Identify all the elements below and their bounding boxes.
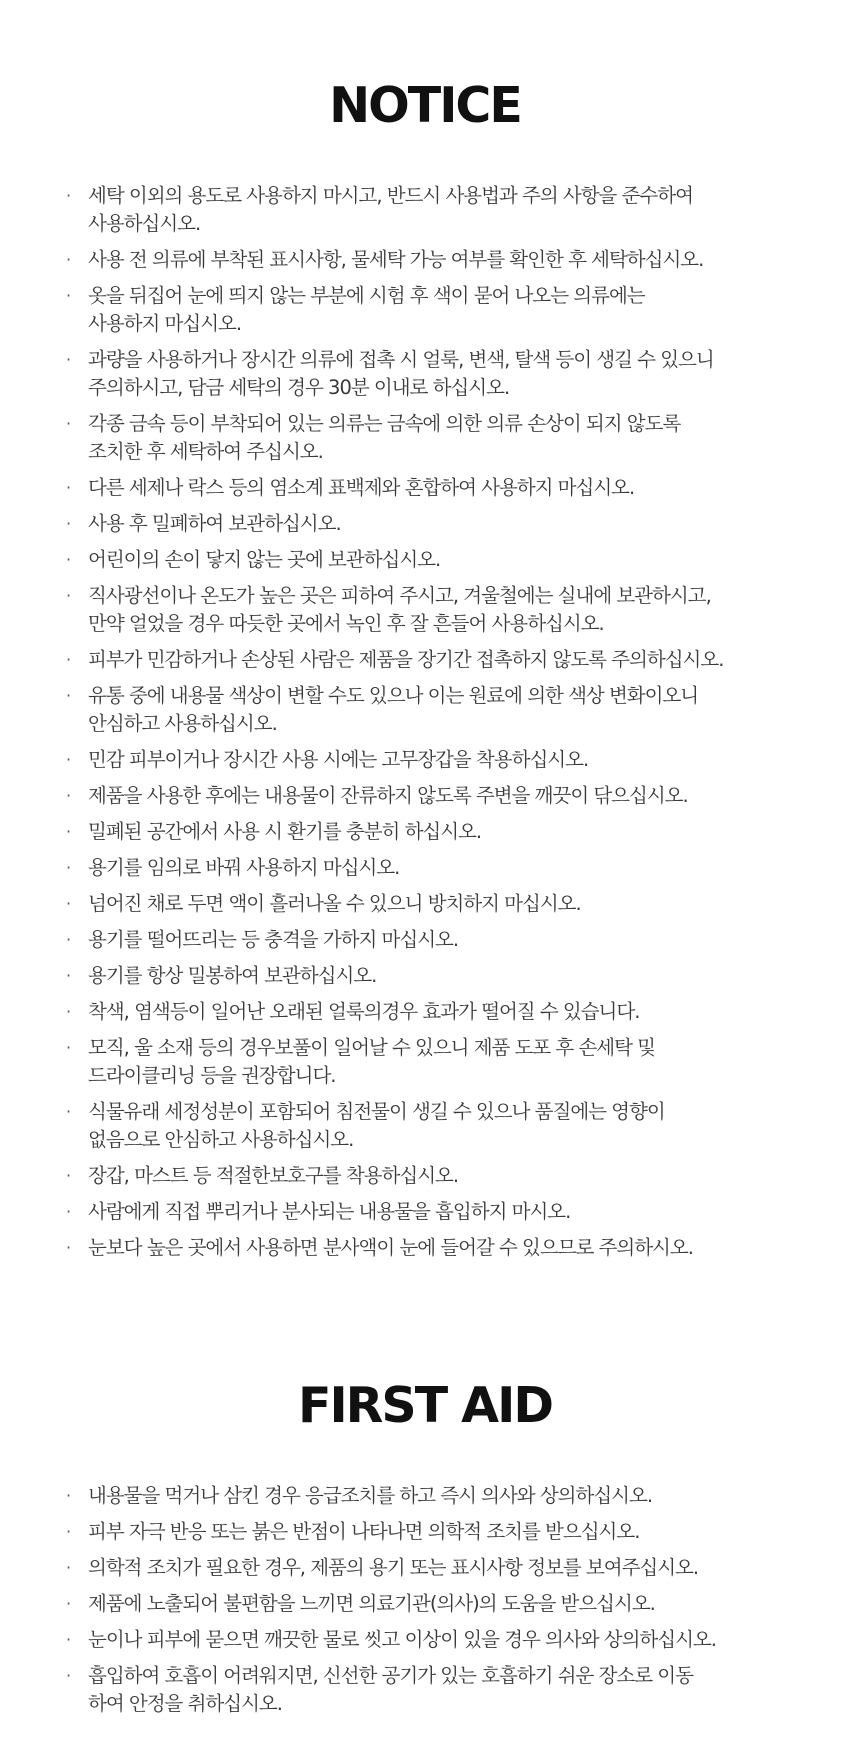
list-item-text: 세탁 이외의 용도로 사용하지 마시고, 반드시 사용법과 주의 사항을 준수하여 사용하십시오. [88,184,693,235]
notice-section [0,77,850,1259]
list-item [66,854,806,882]
bullet-icon: · [66,1202,71,1221]
bullet-icon: · [66,966,71,985]
list-item-text: 넘어진 채로 두면 액이 흘러나올 수 있으니 방치하지 마십시오. [88,892,581,915]
list-item [66,682,806,738]
bullet-icon: · [66,186,71,205]
list-item [66,782,806,810]
notice-list [66,182,806,1270]
list-item [66,582,806,638]
list-item [66,282,806,338]
list-item [66,1590,806,1618]
bullet-icon: · [66,1666,71,1685]
bullet-icon: · [66,586,71,605]
list-item [66,926,806,954]
list-item-text: 내용물을 먹거나 삼킨 경우 응급조치를 하고 즉시 의사와 상의하십시오. [88,1484,653,1507]
list-item [66,962,806,990]
list-item [66,646,806,674]
bullet-icon: · [66,930,71,949]
list-item-text: 장갑, 마스트 등 적절한보호구를 착용하십시오. [88,1164,459,1187]
list-item-text: 사용 후 밀폐하여 보관하십시오. [88,512,341,535]
list-item [66,410,806,466]
bullet-icon: · [66,894,71,913]
notice-heading: NOTICE [329,77,521,134]
list-item [66,1662,806,1718]
list-item [66,474,806,502]
first-aid-list [66,1482,806,1726]
list-item [66,546,806,574]
list-item-text: 용기를 임의로 바꿔 사용하지 마십시오. [88,856,400,879]
list-item-text: 흡입하여 호흡이 어려워지면, 신선한 공기가 있는 호흡하기 쉬운 장소로 이동 하여 안정을 취하십시오. [88,1664,693,1715]
bullet-icon: · [66,1486,71,1505]
list-item [66,818,806,846]
list-item-text: 다른 세제나 락스 등의 염소계 표백제와 혼합하여 사용하지 마십시오. [88,476,635,499]
list-item-text: 피부 자극 반응 또는 붉은 반점이 나타나면 의학적 조치를 받으십시오. [88,1520,640,1543]
list-item-text: 제품에 노출되어 불편함을 느끼면 의료기관(의사)의 도움을 받으십시오. [88,1592,655,1615]
bullet-icon: · [66,514,71,533]
bullet-icon: · [66,650,71,669]
bullet-icon: · [66,858,71,877]
list-item-text: 의학적 조치가 필요한 경우, 제품의 용기 또는 표시사항 정보를 보여주십시오. [88,1556,699,1579]
list-item-text: 사용 전 의류에 부착된 표시사항, 물세탁 가능 여부를 확인한 후 세탁하십시오. [88,248,704,271]
list-item-text: 용기를 항상 밀봉하여 보관하십시오. [88,964,377,987]
list-item-text: 어린이의 손이 닿지 않는 곳에 보관하십시오. [88,548,441,571]
bullet-icon: · [66,1238,71,1257]
bullet-icon: · [66,750,71,769]
list-item [66,1554,806,1582]
list-item-text: 모직, 울 소재 등의 경우보풀이 일어날 수 있으니 제품 도포 후 손세탁 및 드라이클리닝 등을 권장합니다. [88,1036,656,1087]
list-item [66,746,806,774]
list-item-text: 직사광선이나 온도가 높은 곳은 피하여 주시고, 겨울철에는 실내에 보관하시고, 만약 얼었을 경우 따듯한 곳에서 녹인 후 잘 흔들어 사용하십시오. [88,584,711,635]
bullet-icon: · [66,1166,71,1185]
bullet-icon: · [66,1630,71,1649]
list-item [66,998,806,1026]
list-item [66,1626,806,1654]
list-item-text: 제품을 사용한 후에는 내용물이 잔류하지 않도록 주변을 깨끗이 닦으십시오. [88,784,688,807]
list-item [66,182,806,238]
bullet-icon: · [66,1522,71,1541]
bullet-icon: · [66,1038,71,1057]
bullet-icon: · [66,250,71,269]
bullet-icon: · [66,1558,71,1577]
list-item-text: 유통 중에 내용물 색상이 변할 수도 있으나 이는 원료에 의한 색상 변화이오니 안심하고 사용하십시오. [88,684,699,735]
first-aid-section [0,1377,850,1715]
bullet-icon: · [66,786,71,805]
list-item [66,1034,806,1090]
list-item [66,1482,806,1510]
list-item [66,1234,806,1262]
list-item [66,890,806,918]
bullet-icon: · [66,1102,71,1121]
bullet-icon: · [66,686,71,705]
bullet-icon: · [66,550,71,569]
list-item [66,510,806,538]
first-aid-heading: FIRST AID [297,1377,553,1434]
list-item-text: 눈보다 높은 곳에서 사용하면 분사액이 눈에 들어갈 수 있으므로 주의하시오. [88,1236,693,1259]
bullet-icon: · [66,414,71,433]
bullet-icon: · [66,822,71,841]
list-item-text: 용기를 떨어뜨리는 등 충격을 가하지 마십시오. [88,928,459,951]
list-item-text: 각종 금속 등이 부착되어 있는 의류는 금속에 의한 의류 손상이 되지 않도록 조치한 후 세탁하여 주십시오. [88,412,681,463]
list-item [66,346,806,402]
list-item [66,1518,806,1546]
list-item-text: 착색, 염색등이 일어난 오래된 얼룩의경우 효과가 떨어질 수 있습니다. [88,1000,640,1023]
list-item-text: 눈이나 피부에 묻으면 깨끗한 물로 씻고 이상이 있을 경우 의사와 상의하십시오. [88,1628,716,1651]
bullet-icon: · [66,286,71,305]
bullet-icon: · [66,350,71,369]
list-item-text: 피부가 민감하거나 손상된 사람은 제품을 장기간 접촉하지 않도록 주의하십시오. [88,648,724,671]
list-item [66,1162,806,1190]
list-item-text: 밀폐된 공간에서 사용 시 환기를 충분히 하십시오. [88,820,482,843]
list-item-text: 식물유래 세정성분이 포함되어 침전물이 생길 수 있으나 품질에는 영향이 없음으로 안심하고 사용하십시오. [88,1100,665,1151]
list-item [66,1098,806,1154]
bullet-icon: · [66,1002,71,1021]
bullet-icon: · [66,478,71,497]
list-item-text: 옷을 뒤집어 눈에 띄지 않는 부분에 시험 후 색이 묻어 나오는 의류에는 사용하지 마십시오. [88,284,645,335]
list-item-text: 민감 피부이거나 장시간 사용 시에는 고무장갑을 착용하십시오. [88,748,589,771]
list-item [66,246,806,274]
bullet-icon: · [66,1594,71,1613]
list-item-text: 사람에게 직접 뿌리거나 분사되는 내용물을 흡입하지 마시오. [88,1200,571,1223]
list-item-text: 과량을 사용하거나 장시간 의류에 접촉 시 얼룩, 변색, 탈색 등이 생길 수 있으니 주의하시고, 담금 세탁의 경우 30분 이내로 하십시오. [88,348,714,399]
list-item [66,1198,806,1226]
